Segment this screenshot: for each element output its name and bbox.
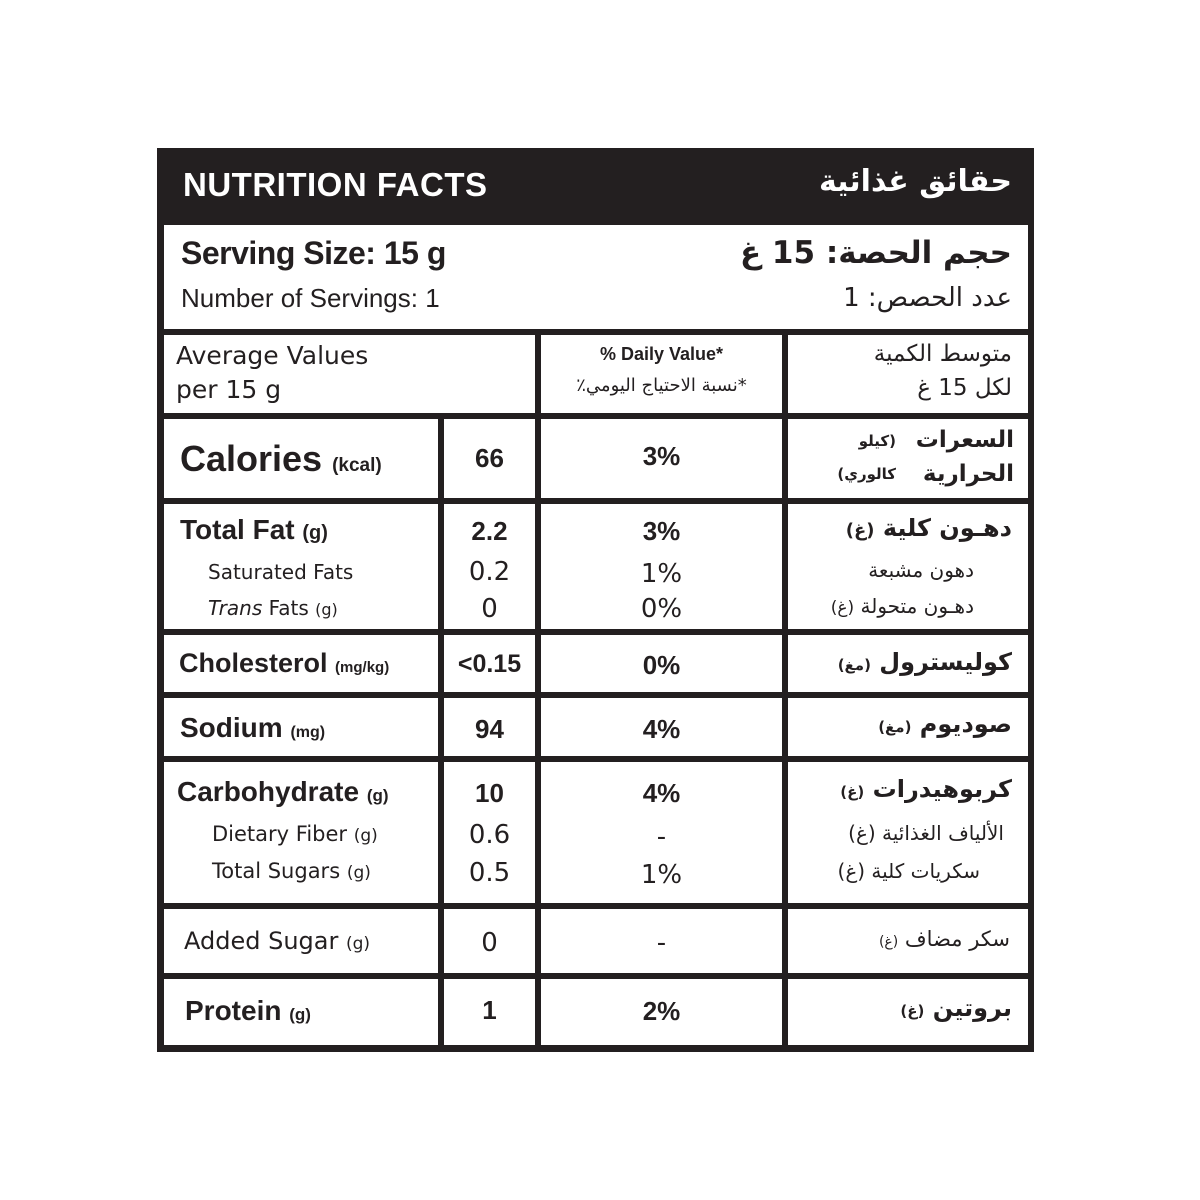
added-sugar-ar bbox=[879, 927, 1010, 951]
protein-dv: 2% bbox=[642, 996, 681, 1026]
trans-fats-ar-unit: (غ) bbox=[830, 598, 855, 618]
daily-value-en: % Daily Value* bbox=[599, 344, 724, 364]
protein-value-cell bbox=[444, 979, 535, 1045]
header-bar bbox=[157, 148, 1034, 225]
avg-values-line2: per 15 g bbox=[176, 375, 282, 404]
fat-value-cell bbox=[444, 504, 535, 629]
protein-ar bbox=[900, 994, 1012, 1022]
avg-values-line1: Average Values bbox=[176, 341, 369, 370]
dietary-fiber-label bbox=[212, 822, 378, 846]
calories-label bbox=[180, 438, 382, 480]
protein-name: Protein bbox=[185, 995, 282, 1026]
total-sugars-unit: (g) bbox=[346, 863, 371, 883]
carbohydrate-value: 10 bbox=[475, 778, 504, 808]
cholesterol-ar-name: كوليسترول bbox=[879, 648, 1012, 676]
total-fat-ar-unit: (غ) bbox=[845, 520, 875, 541]
total-sugars-value: 0.5 bbox=[468, 858, 511, 888]
cholesterol-value: <0.15 bbox=[457, 650, 522, 678]
trans-fats-value: 0 bbox=[481, 594, 498, 624]
daily-value-ar: *نسبة الاحتياج اليومي٪ bbox=[576, 375, 747, 396]
total-fat-dv: 3% bbox=[642, 516, 681, 546]
calories-value-cell bbox=[444, 419, 535, 498]
sodium-dv: 4% bbox=[642, 714, 681, 744]
trans-fats-ar-name: دهـون متحولة bbox=[860, 594, 974, 618]
dietary-fiber-value: 0.6 bbox=[468, 820, 511, 850]
trans-fats-label bbox=[208, 596, 338, 620]
title-english: NUTRITION FACTS bbox=[183, 166, 488, 203]
total-sugars-ar: سكريات كلية (غ) bbox=[837, 859, 980, 883]
cholesterol-ar bbox=[838, 648, 1012, 676]
cholesterol-unit: (mg/kg) bbox=[335, 659, 390, 676]
saturated-fats-ar: دهون مشبعة bbox=[868, 558, 974, 582]
protein-value: 1 bbox=[482, 995, 497, 1025]
calories-name: Calories bbox=[180, 438, 323, 479]
cholesterol-label-cell bbox=[164, 635, 438, 692]
nutrition-facts-panel bbox=[157, 148, 1034, 1052]
added-sugar-ar-unit: (غ) bbox=[878, 934, 899, 950]
daily-value-header bbox=[541, 335, 782, 413]
total-fat-unit: (g) bbox=[302, 522, 328, 544]
dietary-fiber-unit: (g) bbox=[353, 826, 378, 846]
cholesterol-dv-cell bbox=[541, 635, 782, 692]
avg-ar-line1: متوسط الكمية bbox=[873, 341, 1012, 367]
carbohydrate-dv: 4% bbox=[642, 778, 681, 808]
calories-ar-line1: السعرات bbox=[915, 427, 1014, 453]
added-sugar-ar-cell bbox=[788, 909, 1028, 973]
added-sugar-ar-name: سكر مضاف bbox=[904, 927, 1010, 951]
carb-value-cell bbox=[444, 762, 535, 903]
carb-ar-cell bbox=[788, 762, 1028, 903]
total-fat-label bbox=[180, 514, 328, 546]
protein-ar-unit: (غ) bbox=[900, 1002, 925, 1020]
serving-size-en: Serving Size: 15 g bbox=[181, 235, 446, 271]
sodium-ar bbox=[878, 710, 1012, 738]
calories-label-cell bbox=[164, 419, 438, 498]
serving-section bbox=[164, 225, 1028, 329]
avg-values-header-en bbox=[164, 335, 535, 413]
trans-italic: Trans bbox=[208, 596, 263, 620]
dietary-fiber-name: Dietary Fiber bbox=[212, 822, 348, 846]
added-sugar-name: Added Sugar bbox=[184, 927, 339, 955]
protein-unit: (g) bbox=[289, 1005, 311, 1024]
servings-count-ar: عدد الحصص: 1 bbox=[843, 283, 1012, 313]
total-fat-value: 2.2 bbox=[471, 516, 508, 546]
added-sugar-value-cell bbox=[444, 909, 535, 973]
trans-fats-dv: 0% bbox=[640, 594, 683, 624]
servings-count-en: Number of Servings: 1 bbox=[181, 283, 440, 313]
calories-unit: (kcal) bbox=[332, 455, 382, 476]
sodium-dv-cell bbox=[541, 698, 782, 756]
total-fat-ar-name: دهـون كلية bbox=[882, 514, 1012, 542]
sodium-value-cell bbox=[444, 698, 535, 756]
cholesterol-value-cell bbox=[444, 635, 535, 692]
protein-dv-cell bbox=[541, 979, 782, 1045]
carbohydrate-name: Carbohydrate bbox=[177, 776, 360, 807]
sodium-name: Sodium bbox=[180, 712, 283, 743]
fat-label-cell bbox=[164, 504, 438, 629]
fat-dv-cell bbox=[541, 504, 782, 629]
protein-label bbox=[185, 995, 311, 1027]
added-sugar-value: 0 bbox=[481, 928, 498, 958]
sodium-ar-cell bbox=[788, 698, 1028, 756]
sodium-value: 94 bbox=[475, 714, 504, 744]
calories-dv: 3% bbox=[642, 441, 681, 471]
calories-ar-unit1: (كيلو bbox=[858, 432, 896, 450]
carb-dv-cell bbox=[541, 762, 782, 903]
trans-fats-unit: (g) bbox=[315, 600, 338, 619]
title-arabic: حقائق غذائية bbox=[818, 164, 1012, 199]
carbohydrate-ar-name: كربوهيدرات bbox=[872, 775, 1012, 803]
calories-ar-cell bbox=[788, 419, 1028, 498]
protein-label-cell bbox=[164, 979, 438, 1045]
cholesterol-ar-cell bbox=[788, 635, 1028, 692]
avg-ar-line2: لكل 15 غ bbox=[917, 375, 1012, 401]
protein-ar-cell bbox=[788, 979, 1028, 1045]
calories-ar-line2: الحرارية bbox=[922, 461, 1014, 487]
dietary-fiber-ar: الألياف الغذائية (غ) bbox=[848, 821, 1004, 845]
added-sugar-dv-cell bbox=[541, 909, 782, 973]
sodium-unit: (mg) bbox=[290, 724, 326, 741]
sodium-label-cell bbox=[164, 698, 438, 756]
cholesterol-dv: 0% bbox=[642, 650, 681, 680]
protein-ar-name: بروتين bbox=[932, 994, 1012, 1022]
added-sugar-unit: (g) bbox=[346, 934, 371, 954]
total-sugars-name: Total Sugars bbox=[212, 859, 341, 883]
sodium-label bbox=[180, 712, 325, 744]
added-sugar-label-cell bbox=[164, 909, 438, 973]
total-fat-name: Total Fat bbox=[180, 514, 295, 545]
carbohydrate-ar bbox=[840, 775, 1012, 803]
total-fat-ar bbox=[846, 514, 1012, 542]
trans-fats-name: Fats bbox=[268, 596, 309, 620]
calories-dv-cell bbox=[541, 419, 782, 498]
total-sugars-dv: 1% bbox=[640, 860, 683, 890]
sodium-ar-name: صوديوم bbox=[919, 710, 1012, 738]
carb-label-cell bbox=[164, 762, 438, 903]
added-sugar-dv: - bbox=[656, 928, 667, 958]
dietary-fiber-dv: - bbox=[656, 822, 667, 852]
fat-ar-cell bbox=[788, 504, 1028, 629]
calories-value: 66 bbox=[475, 443, 504, 473]
saturated-fats-dv: 1% bbox=[640, 559, 683, 589]
cholesterol-name: Cholesterol bbox=[179, 648, 328, 678]
saturated-fats-value: 0.2 bbox=[468, 557, 511, 587]
avg-values-header-ar bbox=[788, 335, 1028, 413]
sodium-ar-unit: (مغ) bbox=[878, 718, 912, 736]
serving-size-ar: حجم الحصة: 15 غ bbox=[739, 235, 1012, 271]
trans-fats-ar bbox=[831, 594, 974, 618]
carbohydrate-label bbox=[177, 776, 389, 808]
cholesterol-ar-unit: (مغ) bbox=[837, 656, 871, 674]
added-sugar-label bbox=[184, 927, 370, 955]
saturated-fats-label: Saturated Fats bbox=[208, 560, 354, 584]
carbohydrate-unit: (g) bbox=[366, 786, 389, 805]
total-sugars-label bbox=[212, 859, 371, 883]
carbohydrate-ar-unit: (غ) bbox=[840, 783, 865, 801]
calories-ar-unit2: كالوري) bbox=[837, 465, 896, 483]
cholesterol-label bbox=[179, 648, 389, 679]
